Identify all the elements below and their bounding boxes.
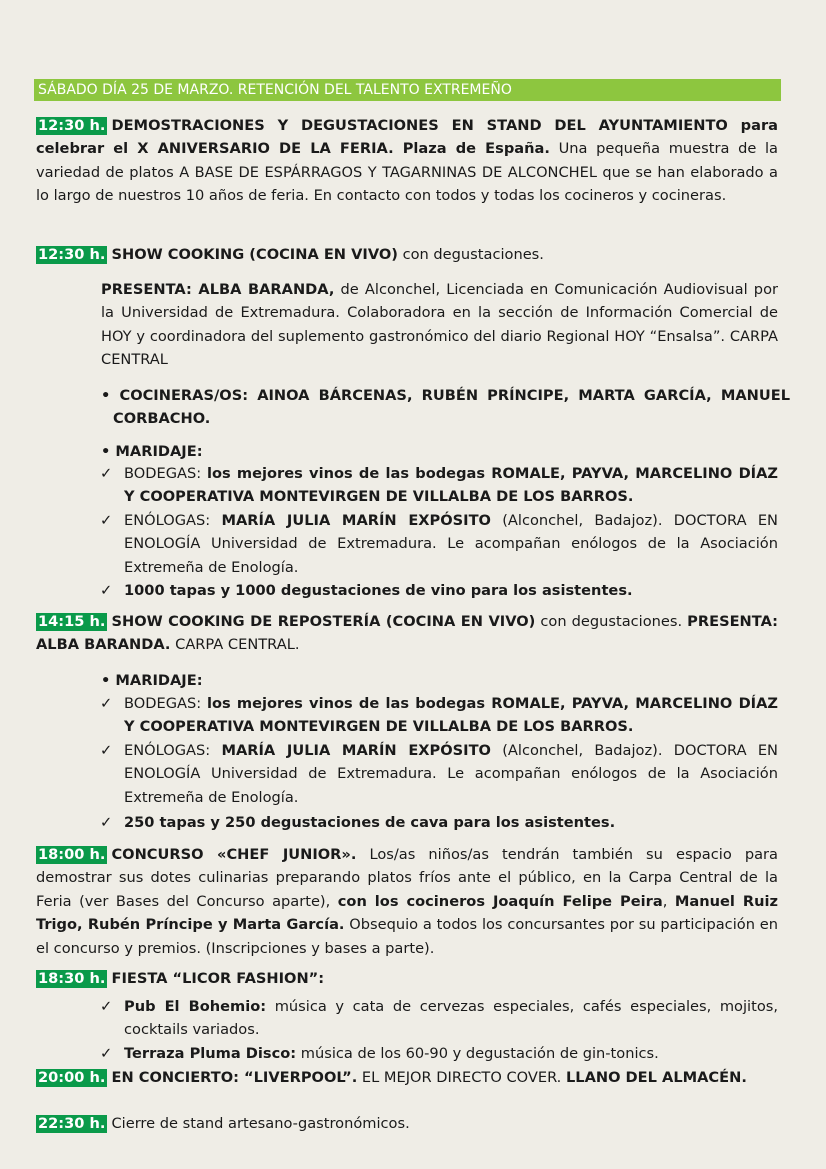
time-badge: 18:00 h. <box>38 846 106 863</box>
time-badge: 12:30 h. <box>38 117 106 134</box>
check-icon: ✓ <box>100 1045 113 1062</box>
check-icon: ✓ <box>100 742 113 759</box>
check-icon: ✓ <box>100 695 113 712</box>
time-badge: 22:30 h. <box>38 1115 106 1132</box>
event-1230-show-cooking: 12:30 h. SHOW COOKING (COCINA EN VIVO) con degustaciones. <box>38 246 544 263</box>
check-icon: ✓ <box>100 512 113 529</box>
check-icon: ✓ <box>100 998 113 1015</box>
event-1800-chef-junior: 18:00 h. CONCURSO «CHEF JUNIOR». Los/as niños/as tendrán también su espacio para demostrar sus dotes culinarias preparando platos fríos ante el público, en la Carpa Central de la Feria (ver Bases del Concurso aparte), con los cocineros Joaquín Felipe Peira, Manuel Ruiz Trigo, Rubén Príncipe y Marta García. Obsequio a todos los concursantes por su participación en el concurso y premios. (Inscripciones y bases a parte). <box>36 846 778 957</box>
time-badge: 12:30 h. <box>38 246 106 263</box>
fiesta-bohemio: ✓ Pub El Bohemio: música y cata de cervezas especiales, cafés especiales, mojitos, cocktails variados. <box>100 995 778 1042</box>
maridaje2-enologas: ✓ ENÓLOGAS: MARÍA JULIA MARÍN EXPÓSITO (Alconchel, Badajoz). DOCTORA EN ENOLOGÍA Universidad de Extremadura. Le acompañan enólogos de la Asociación Extremeña de Enología. <box>100 739 778 809</box>
check-icon: ✓ <box>100 814 113 831</box>
maridaje1-bodegas: ✓ BODEGAS: los mejores vinos de las bodegas ROMALE, PAYVA, MARCELINO DÍAZ Y COOPERATIVA MONTEVIRGEN DE VILLALBA DE LOS BARROS. <box>100 462 778 509</box>
cocineras-bullet: • COCINERAS/OS: AINOA BÁRCENAS, RUBÉN PRÍNCIPE, MARTA GARCÍA, MANUEL CORBACHO. <box>101 387 790 428</box>
check-icon: ✓ <box>100 582 113 599</box>
day-header: SÁBADO DÍA 25 DE MARZO. RETENCIÓN DEL TALENTO EXTREMEÑO <box>34 79 781 101</box>
time-badge: 18:30 h. <box>38 970 106 987</box>
maridaje-label-2: • MARIDAJE: <box>101 672 203 689</box>
event-1415-reposteria: 14:15 h. SHOW COOKING DE REPOSTERÍA (COCINA EN VIVO) con degustaciones. PRESENTA: ALBA BARANDA. CARPA CENTRAL. <box>36 613 778 654</box>
maridaje2-bodegas: ✓ BODEGAS: los mejores vinos de las bodegas ROMALE, PAYVA, MARCELINO DÍAZ Y COOPERATIVA MONTEVIRGEN DE VILLALBA DE LOS BARROS. <box>100 692 778 739</box>
fiesta-pluma: ✓ Terraza Pluma Disco: música de los 60-90 y degustación de gin-tonics. <box>100 1042 778 1065</box>
maridaje2-tapas: ✓ 250 tapas y 250 degustaciones de cava para los asistentes. <box>100 811 778 834</box>
time-badge: 14:15 h. <box>38 613 106 630</box>
check-icon: ✓ <box>100 465 113 482</box>
maridaje1-tapas: ✓ 1000 tapas y 1000 degustaciones de vino para los asistentes. <box>100 579 778 602</box>
time-badge: 20:00 h. <box>38 1069 106 1086</box>
event-1230-demostraciones: 12:30 h. DEMOSTRACIONES Y DEGUSTACIONES EN STAND DEL AYUNTAMIENTO para celebrar el X ANIVERSARIO DE LA FERIA. Plaza de España. Una pequeña muestra de la variedad de platos A BASE DE ESPÁRRAGOS Y TAGARNINAS DE ALCONCHEL que se han elaborado a lo largo de nuestros 10 años de feria. En contacto con todos y todas los cocineros y cocineras. <box>36 117 778 205</box>
event-1830-fiesta: 18:30 h. FIESTA “LICOR FASHION”: <box>38 970 325 987</box>
maridaje-label: • MARIDAJE: <box>101 443 203 460</box>
event-2230-cierre: 22:30 h. Cierre de stand artesano-gastronómicos. <box>38 1115 410 1132</box>
event-2000-concierto: 20:00 h. EN CONCIERTO: “LIVERPOOL”. EL MEJOR DIRECTO COVER. LLANO DEL ALMACÉN. <box>38 1069 747 1086</box>
presenta-paragraph: PRESENTA: ALBA BARANDA, de Alconchel, Licenciada en Comunicación Audiovisual por la Universidad de Extremadura. Colaboradora en la sección de Información Comercial de HOY y coordinadora del suplemento gastronómico del diario Regional HOY “Ensalsa”. CARPA CENTRAL <box>101 281 778 369</box>
maridaje1-enologas: ✓ ENÓLOGAS: MARÍA JULIA MARÍN EXPÓSITO (Alconchel, Badajoz). DOCTORA EN ENOLOGÍA Universidad de Extremadura. Le acompañan enólogos de la Asociación Extremeña de Enología. <box>100 509 778 579</box>
